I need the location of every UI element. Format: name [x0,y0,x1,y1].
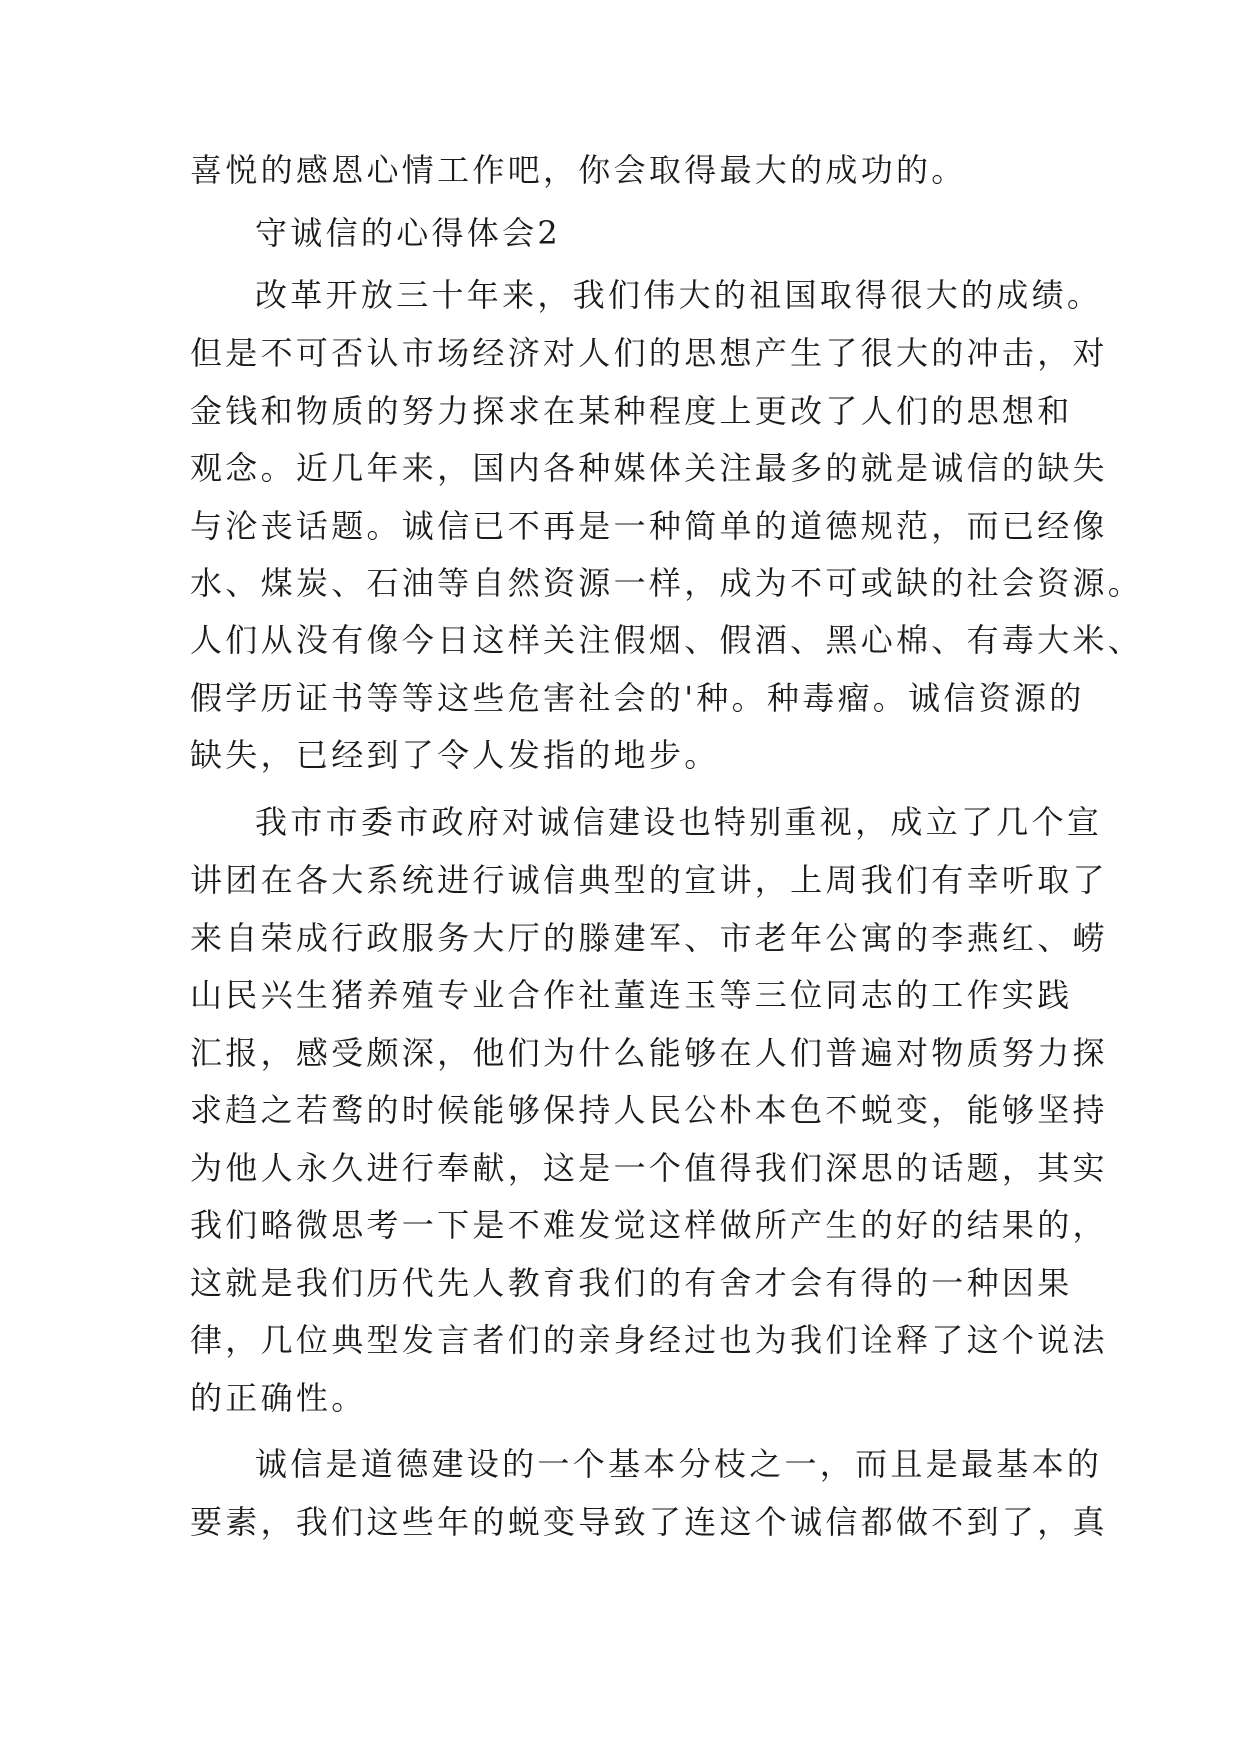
paragraph-line: 我市市委市政府对诚信建设也特别重视，成立了几个宣 [255,803,1103,841]
paragraph-line: 改革开放三十年来，我们伟大的祖国取得很大的成绩。 [255,276,1103,314]
paragraph-line: 喜悦的感恩心情工作吧，你会取得最大的成功的。 [190,151,967,189]
paragraph-line: 我们略微思考一下是不难发觉这样做所产生的好的结果的， [190,1206,1108,1244]
paragraph-line: 要素，我们这些年的蜕变导致了连这个诚信都做不到了，真 [190,1503,1108,1541]
paragraph-line: 讲团在各大系统进行诚信典型的宣讲，上周我们有幸听取了 [190,861,1108,899]
paragraph-line: 与沦丧话题。诚信已不再是一种简单的道德规范，而已经像 [190,507,1108,545]
paragraph-line: 这就是我们历代先人教育我们的有舍才会有得的一种因果 [190,1264,1073,1302]
paragraph-line: 为他人永久进行奉献，这是一个值得我们深思的话题，其实 [190,1149,1108,1187]
paragraph-line: 人们从没有像今日这样关注假烟、假酒、黑心棉、有毒大米、 [190,621,1144,659]
paragraph-line: 律，几位典型发言者们的亲身经过也为我们诠释了这个说法 [190,1321,1108,1359]
paragraph-line: 观念。近几年来，国内各种媒体关注最多的就是诚信的缺失 [190,449,1108,487]
paragraph-line: 诚信是道德建设的一个基本分枝之一，而且是最基本的 [255,1445,1103,1483]
paragraph-line: 水、煤炭、石油等自然资源一样，成为不可或缺的社会资源。 [190,564,1144,602]
paragraph-line: 假学历证书等等这些危害社会的'种。种毒瘤。诚信资源的 [190,679,1085,717]
paragraph-line: 金钱和物质的努力探求在某种程度上更改了人们的思想和 [190,392,1073,430]
section-heading: 守诚信的心得体会2 [255,214,562,252]
paragraph-line: 的正确性。 [190,1379,367,1417]
paragraph-line: 缺失，已经到了令人发指的地步。 [190,736,720,774]
paragraph-line: 山民兴生猪养殖专业合作社董连玉等三位同志的工作实践 [190,976,1073,1014]
paragraph-line: 汇报，感受颇深，他们为什么能够在人们普遍对物质努力探 [190,1034,1108,1072]
paragraph-line: 来自荣成行政服务大厅的滕建军、市老年公寓的李燕红、崂 [190,919,1108,957]
paragraph-line: 但是不可否认市场经济对人们的思想产生了很大的冲击，对 [190,334,1108,372]
paragraph-line: 求趋之若鹜的时候能够保持人民公朴本色不蜕变，能够坚持 [190,1091,1108,1129]
